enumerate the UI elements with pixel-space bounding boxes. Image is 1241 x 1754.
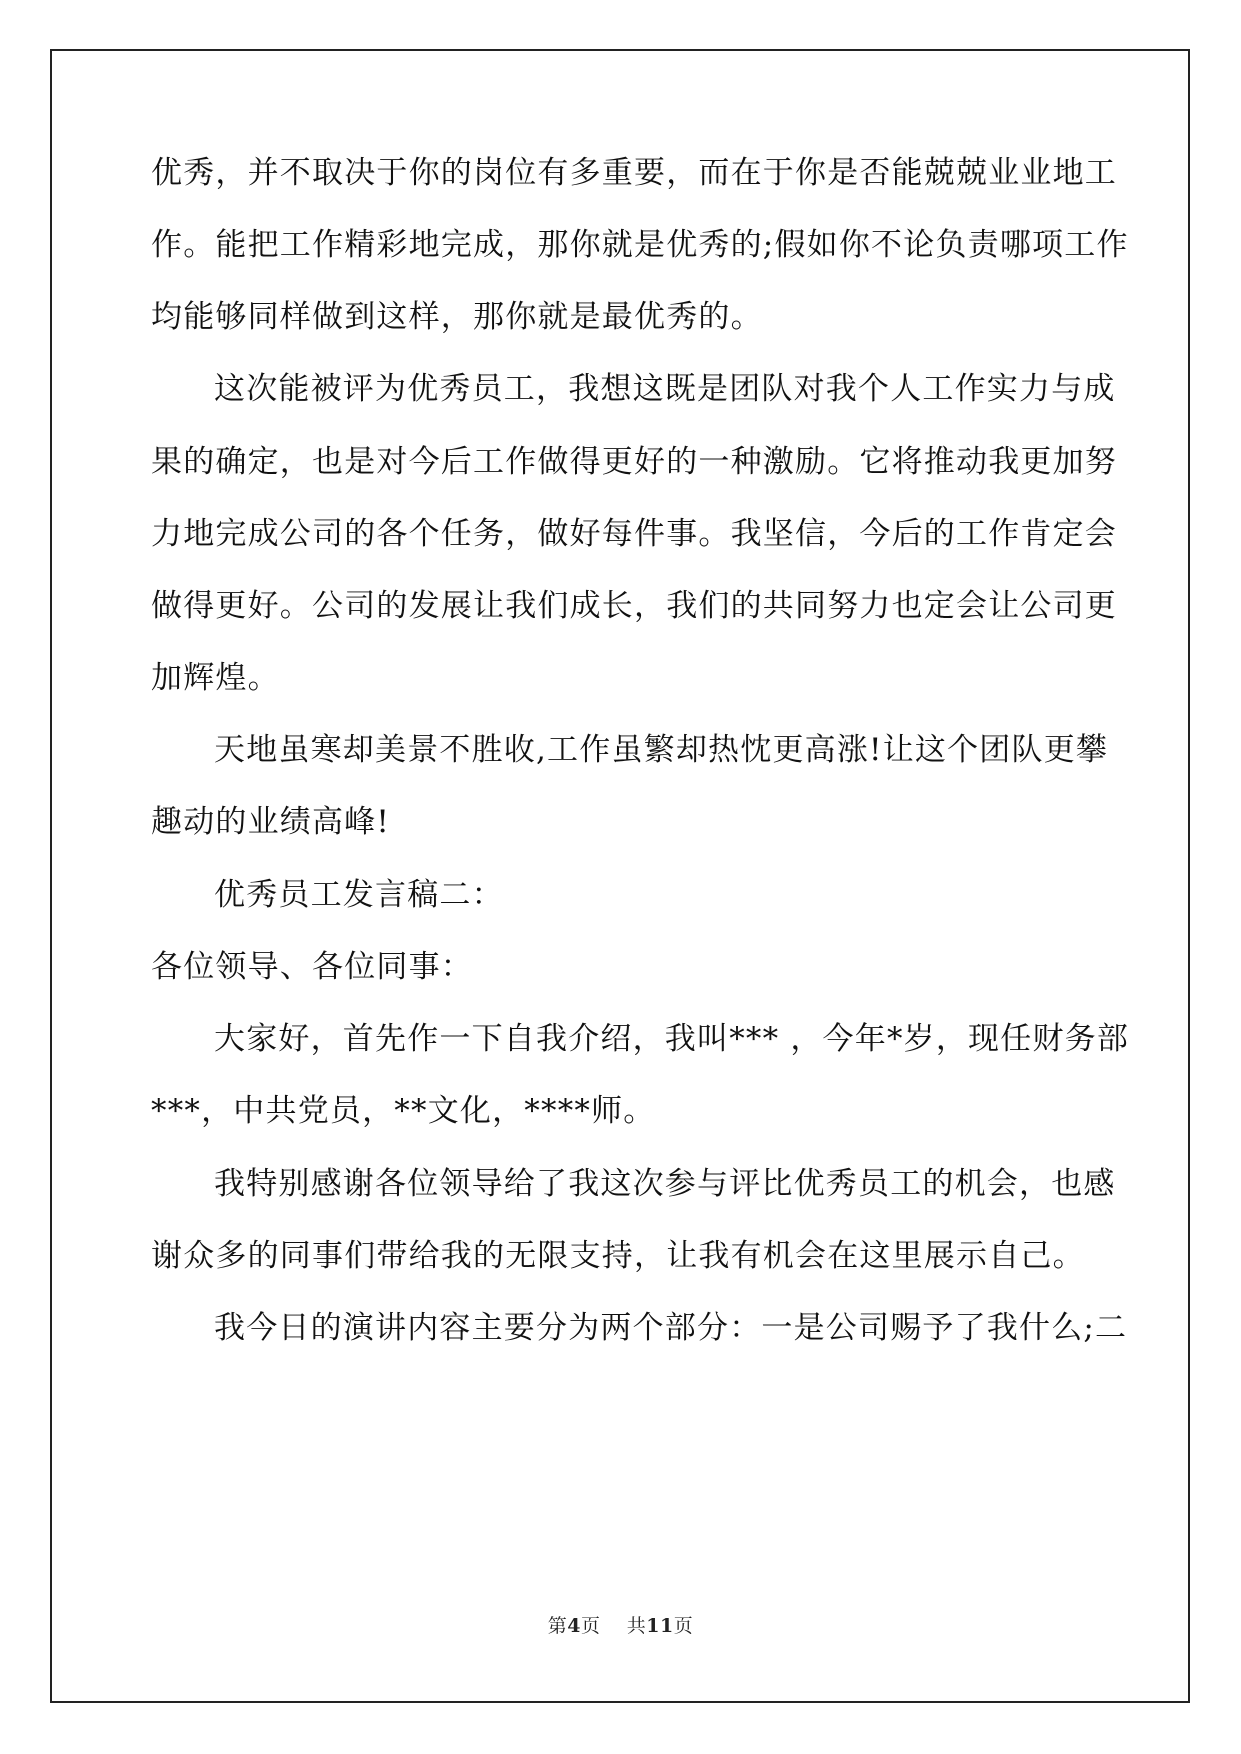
body-line: ***，中共党员，**文化，****师。 xyxy=(151,1093,656,1129)
body-line: 天地虽寒却美景不胜收,工作虽繁却热忱更高涨!让这个团队更攀 xyxy=(214,732,1109,768)
body-line: 谢众多的同事们带给我的无限支持，让我有机会在这里展示自己。 xyxy=(151,1238,1085,1274)
body-line: 加辉煌。 xyxy=(151,660,280,696)
total-suffix: 页 xyxy=(673,1615,694,1637)
body-line: 优秀，并不取决于你的岗位有多重要，而在于你是否能兢兢业业地工 xyxy=(151,155,1117,191)
total-prefix: 共 xyxy=(626,1615,647,1637)
salutation: 各位领导、各位同事： xyxy=(151,949,473,985)
body-line: 果的确定，也是对今后工作做得更好的一种激励。它将推动我更加努 xyxy=(151,444,1117,480)
page-total: 11 xyxy=(646,1615,674,1637)
body-line: 大家好，首先作一下自我介绍，我叫*** ，今年*岁，现任财务部 xyxy=(214,1021,1130,1057)
body-line: 我今日的演讲内容主要分为两个部分：一是公司赐予了我什么;二 xyxy=(214,1310,1128,1346)
body-line: 均能够同样做到这样，那你就是最优秀的。 xyxy=(151,299,763,335)
page-prefix: 第 xyxy=(547,1615,568,1637)
page-current: 4 xyxy=(567,1615,582,1637)
body-line: 趣动的业绩高峰! xyxy=(151,804,391,840)
page-footer xyxy=(0,1613,1241,1639)
body-line: 作。能把工作精彩地完成，那你就是优秀的;假如你不论负责哪项工作 xyxy=(151,227,1129,263)
body-line: 我特别感谢各位领导给了我这次参与评比优秀员工的机会，也感 xyxy=(214,1166,1116,1202)
body-line: 这次能被评为优秀员工，我想这既是团队对我个人工作实力与成 xyxy=(214,371,1116,407)
section-heading: 优秀员工发言稿二： xyxy=(214,877,504,913)
body-line: 做得更好。公司的发展让我们成长，我们的共同努力也定会让公司更 xyxy=(151,588,1117,624)
page-suffix: 页 xyxy=(581,1615,601,1637)
body-line: 力地完成公司的各个任务，做好每件事。我坚信，今后的工作肯定会 xyxy=(151,516,1117,552)
